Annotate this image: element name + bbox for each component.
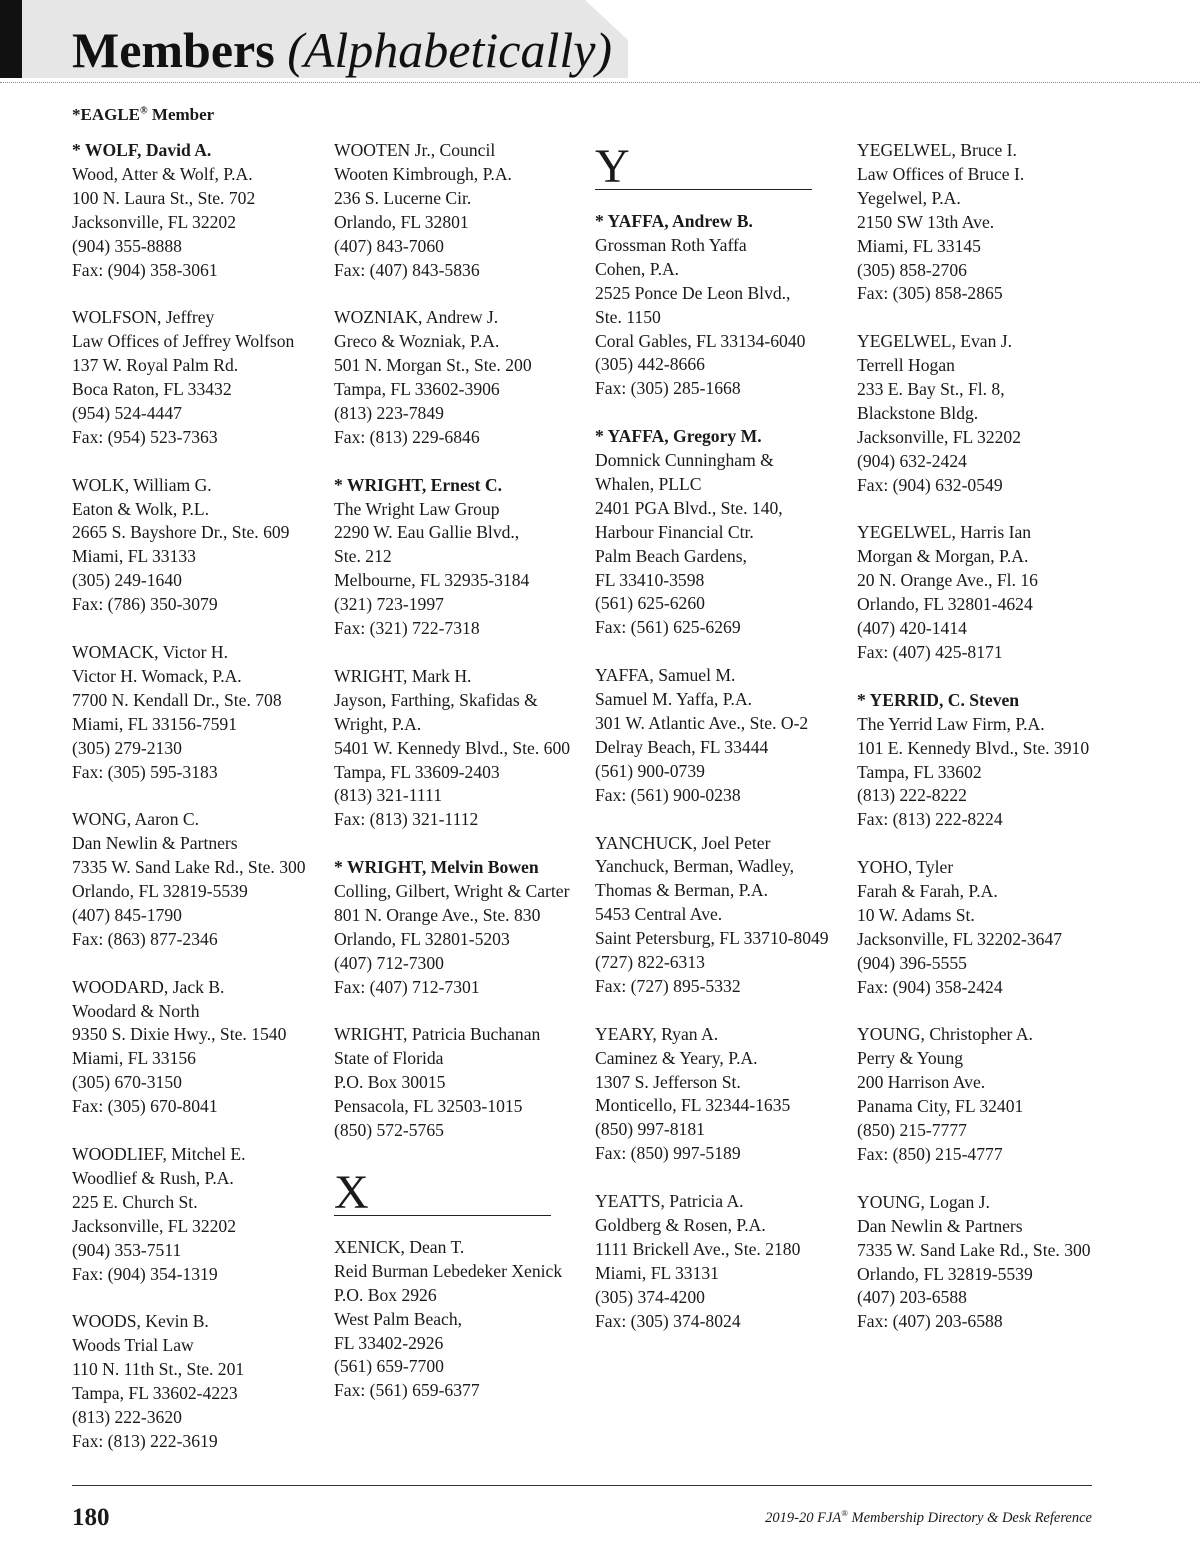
member-detail-line: (305) 670-3150 [72, 1072, 182, 1093]
member-entry [72, 474, 322, 617]
member-detail-line: Tampa, FL 33602-3906 [334, 379, 500, 400]
member-detail-line: Wood, Atter & Wolf, P.A. [72, 163, 253, 184]
publication-title [765, 1508, 1092, 1528]
member-detail-line: Fax: (904) 358-3061 [72, 259, 218, 280]
header-accent-bar [0, 0, 22, 78]
member-name: WRIGHT, Mark H. [334, 665, 472, 686]
member-detail-line: Ste. 212 [334, 546, 392, 567]
member-entry [857, 856, 1107, 999]
member-detail-line: Pensacola, FL 32503-1015 [334, 1096, 523, 1117]
member-name: WRIGHT, Patricia Buchanan [334, 1024, 541, 1045]
member-detail-line: Fax: (407) 843-5836 [334, 259, 480, 280]
member-detail-line: Orlando, FL 32801 [334, 211, 469, 232]
member-detail-line: (321) 723-1997 [334, 594, 444, 615]
member-entry [334, 139, 579, 282]
member-detail-line: Woods Trial Law [72, 1335, 194, 1356]
member-detail-line: (407) 203-6588 [857, 1287, 967, 1308]
member-detail-line: Jacksonville, FL 32202-3647 [857, 928, 1063, 949]
member-detail-line: P.O. Box 30015 [334, 1072, 446, 1093]
member-detail-line: 225 E. Church St. [72, 1191, 198, 1212]
eagle-legend [72, 104, 214, 126]
member-detail-line: Jayson, Farthing, Skafidas & [334, 689, 538, 710]
member-detail-line: Farah & Farah, P.A. [857, 881, 998, 902]
member-detail-line: Law Offices of Bruce I. [857, 163, 1025, 184]
member-detail-line: State of Florida [334, 1048, 444, 1069]
directory-column-1 [72, 139, 322, 1478]
member-detail-line: Fax: (904) 632-0549 [857, 474, 1003, 495]
member-name: YEARY, Ryan A. [595, 1023, 719, 1044]
member-detail-line: Thomas & Berman, P.A. [595, 880, 768, 901]
member-entry [595, 210, 840, 401]
member-detail-line: Panama City, FL 32401 [857, 1096, 1024, 1117]
member-entry [72, 139, 322, 282]
member-detail-line: 2150 SW 13th Ave. [857, 211, 995, 232]
member-entry [857, 1023, 1107, 1166]
member-detail-line: Grossman Roth Yaffa [595, 234, 747, 255]
member-detail-line: (305) 249-1640 [72, 570, 182, 591]
member-detail-line: Fax: (321) 722-7318 [334, 618, 480, 639]
member-detail-line: 2290 W. Eau Gallie Blvd., [334, 522, 520, 543]
member-name: WOODARD, Jack B. [72, 976, 225, 997]
member-detail-line: Victor H. Womack, P.A. [72, 665, 242, 686]
member-detail-line: Melbourne, FL 32935-3184 [334, 570, 530, 591]
member-detail-line: Yegelwel, P.A. [857, 187, 961, 208]
member-detail-line: Delray Beach, FL 33444 [595, 736, 769, 757]
member-detail-line: 5401 W. Kennedy Blvd., Ste. 600 [334, 737, 571, 758]
member-name: * WOLF, David A. [72, 140, 212, 160]
member-detail-line: Samuel M. Yaffa, P.A. [595, 689, 753, 710]
member-name: WOZNIAK, Andrew J. [334, 307, 499, 328]
page-title [72, 20, 612, 80]
member-detail-line: Miami, FL 33156-7591 [72, 713, 238, 734]
member-detail-line: Caminez & Yeary, P.A. [595, 1047, 758, 1068]
footer-divider [72, 1485, 1092, 1486]
member-detail-line: FL 33402-2926 [334, 1332, 444, 1353]
member-detail-line: 100 N. Laura St., Ste. 702 [72, 187, 256, 208]
member-detail-line: Fax: (954) 523-7363 [72, 426, 218, 447]
member-detail-line: 1111 Brickell Ave., Ste. 2180 [595, 1238, 801, 1259]
member-detail-line: 7700 N. Kendall Dr., Ste. 708 [72, 689, 282, 710]
member-detail-line: (850) 572-5765 [334, 1120, 444, 1141]
member-name: * YAFFA, Andrew B. [595, 211, 753, 231]
member-detail-line: FL 33410-3598 [595, 569, 705, 590]
member-name: YANCHUCK, Joel Peter [595, 832, 771, 853]
member-entry [72, 1143, 322, 1286]
member-entry [595, 1023, 840, 1166]
member-entry [334, 856, 579, 999]
member-name: YOHO, Tyler [857, 857, 954, 878]
member-detail-line: 501 N. Morgan St., Ste. 200 [334, 355, 532, 376]
member-detail-line: 2665 S. Bayshore Dr., Ste. 609 [72, 522, 290, 543]
member-detail-line: 7335 W. Sand Lake Rd., Ste. 300 [72, 857, 306, 878]
member-detail-line: Jacksonville, FL 32202 [72, 1215, 237, 1236]
member-detail-line: (305) 374-4200 [595, 1286, 705, 1307]
member-detail-line: 137 W. Royal Palm Rd. [72, 355, 239, 376]
publication-title-suffix: Membership Directory & Desk Reference [847, 1510, 1092, 1526]
member-entry [857, 1191, 1107, 1334]
member-detail-line: Fax: (813) 229-6846 [334, 426, 480, 447]
member-detail-line: 7335 W. Sand Lake Rd., Ste. 300 [857, 1239, 1091, 1260]
member-name: WOODS, Kevin B. [72, 1311, 209, 1332]
member-detail-line: (850) 997-8181 [595, 1119, 705, 1140]
member-detail-line: Fax: (904) 358-2424 [857, 976, 1003, 997]
member-detail-line: 801 N. Orange Ave., Ste. 830 [334, 904, 541, 925]
member-detail-line: Eaton & Wolk, P.L. [72, 498, 210, 519]
page-number: 180 [72, 1504, 110, 1531]
member-detail-line: Orlando, FL 32801-5203 [334, 928, 510, 949]
eagle-legend-suffix: Member [147, 105, 215, 124]
member-entry [857, 330, 1107, 497]
member-name: WOOTEN Jr., Council [334, 140, 496, 160]
member-name: * YAFFA, Gregory M. [595, 426, 762, 447]
member-detail-line: Woodard & North [72, 1000, 200, 1021]
member-entry [595, 832, 840, 999]
member-detail-line: (727) 822-6313 [595, 952, 705, 973]
member-detail-line: (850) 215-7777 [857, 1120, 967, 1141]
section-letter-x: X [334, 1167, 551, 1216]
member-name: YEGELWEL, Evan J. [857, 331, 1013, 352]
member-detail-line: Jacksonville, FL 32202 [857, 426, 1022, 447]
member-detail-line: (813) 222-3620 [72, 1406, 182, 1427]
member-entry [857, 689, 1107, 832]
member-name: YEATTS, Patricia A. [595, 1191, 744, 1212]
publication-title-prefix: 2019-20 FJA [765, 1510, 842, 1526]
member-detail-line: Domnick Cunningham & [595, 450, 774, 471]
member-detail-line: Fax: (305) 670-8041 [72, 1096, 218, 1117]
member-detail-line: Whalen, PLLC [595, 473, 702, 494]
member-detail-line: Fax: (786) 350-3079 [72, 594, 218, 615]
member-name: WOLFSON, Jeffrey [72, 307, 215, 328]
member-detail-line: Cohen, P.A. [595, 258, 680, 279]
member-detail-line: Miami, FL 33156 [72, 1048, 196, 1069]
member-detail-line: (904) 355-8888 [72, 235, 182, 256]
member-detail-line: (305) 442-8666 [595, 354, 705, 375]
member-detail-line: Law Offices of Jeffrey Wolfson [72, 331, 295, 352]
member-detail-line: Reid Burman Lebedeker Xenick [334, 1260, 563, 1281]
member-entry [72, 976, 322, 1119]
member-detail-line: Fax: (561) 625-6269 [595, 617, 741, 638]
member-detail-line: (407) 712-7300 [334, 952, 444, 973]
member-detail-line: Wright, P.A. [334, 713, 422, 734]
member-detail-line: 236 S. Lucerne Cir. [334, 187, 472, 208]
member-detail-line: Miami, FL 33133 [72, 546, 196, 567]
member-entry [595, 425, 840, 640]
member-detail-line: (407) 843-7060 [334, 235, 444, 256]
member-detail-line: 110 N. 11th St., Ste. 201 [72, 1359, 245, 1380]
member-detail-line: Orlando, FL 32819-5539 [72, 881, 248, 902]
member-detail-line: 1307 S. Jefferson St. [595, 1071, 741, 1092]
page-title-subtitle: (Alphabetically) [287, 22, 613, 78]
member-detail-line: Saint Petersburg, FL 33710-8049 [595, 928, 829, 949]
member-detail-line: Fax: (407) 203-6588 [857, 1311, 1003, 1332]
member-detail-line: Goldberg & Rosen, P.A. [595, 1214, 766, 1235]
member-name: WONG, Aaron C. [72, 809, 200, 830]
member-detail-line: Tampa, FL 33602-4223 [72, 1383, 238, 1404]
member-name: * WRIGHT, Melvin Bowen [334, 857, 539, 878]
member-detail-line: 9350 S. Dixie Hwy., Ste. 1540 [72, 1024, 287, 1045]
member-entry [334, 1023, 579, 1143]
member-detail-line: Orlando, FL 32801-4624 [857, 594, 1033, 615]
member-entry [72, 306, 322, 449]
section-letter-y: Y [595, 141, 812, 190]
member-name: * WRIGHT, Ernest C. [334, 474, 502, 495]
member-detail-line: Fax: (305) 595-3183 [72, 761, 218, 782]
member-detail-line: Fax: (863) 877-2346 [72, 928, 218, 949]
directory-column-2 [334, 139, 579, 1427]
member-detail-line: Fax: (850) 215-4777 [857, 1143, 1003, 1164]
member-detail-line: Fax: (904) 354-1319 [72, 1263, 218, 1284]
member-detail-line: (305) 858-2706 [857, 259, 967, 280]
member-detail-line: Colling, Gilbert, Wright & Carter [334, 881, 570, 902]
member-detail-line: Yanchuck, Berman, Wadley, [595, 856, 795, 877]
member-entry [72, 1310, 322, 1453]
member-detail-line: Tampa, FL 33609-2403 [334, 761, 500, 782]
member-name: * YERRID, C. Steven [857, 689, 1020, 710]
member-entry [857, 139, 1107, 306]
member-detail-line: (407) 845-1790 [72, 904, 182, 925]
member-detail-line: (561) 625-6260 [595, 593, 705, 614]
member-detail-line: (813) 222-8222 [857, 785, 967, 806]
member-name: YEGELWEL, Harris Ian [857, 522, 1032, 543]
member-detail-line: Coral Gables, FL 33134-6040 [595, 330, 806, 351]
member-name: XENICK, Dean T. [334, 1236, 465, 1257]
member-detail-line: (904) 353-7511 [72, 1239, 182, 1260]
directory-column-3 [595, 139, 840, 1357]
header-divider [0, 82, 1200, 83]
eagle-legend-mark: ® [140, 105, 148, 117]
member-detail-line: (561) 659-7700 [334, 1356, 444, 1377]
member-detail-line: (813) 321-1111 [334, 785, 442, 806]
member-detail-line: Morgan & Morgan, P.A. [857, 546, 1029, 567]
member-detail-line: Fax: (727) 895-5332 [595, 975, 741, 996]
member-detail-line: (407) 420-1414 [857, 618, 967, 639]
member-detail-line: Wooten Kimbrough, P.A. [334, 163, 512, 184]
member-entry [595, 1190, 840, 1333]
member-name: WOMACK, Victor H. [72, 641, 228, 662]
member-detail-line: Ste. 1150 [595, 306, 661, 327]
member-detail-line: Boca Raton, FL 33432 [72, 379, 232, 400]
member-entry [334, 1236, 579, 1403]
member-detail-line: Fax: (813) 222-8224 [857, 809, 1003, 830]
member-name: YOUNG, Logan J. [857, 1191, 990, 1212]
member-detail-line: Terrell Hogan [857, 355, 955, 376]
member-name: YAFFA, Samuel M. [595, 665, 736, 686]
member-detail-line: 200 Harrison Ave. [857, 1072, 986, 1093]
member-detail-line: Fax: (305) 374-8024 [595, 1310, 741, 1331]
member-detail-line: Dan Newlin & Partners [72, 833, 238, 854]
member-detail-line: 10 W. Adams St. [857, 904, 975, 925]
member-detail-line: Fax: (813) 321-1112 [334, 809, 479, 830]
member-detail-line: Blackstone Bldg. [857, 402, 979, 423]
member-detail-line: Orlando, FL 32819-5539 [857, 1263, 1033, 1284]
member-detail-line: Dan Newlin & Partners [857, 1215, 1023, 1236]
eagle-legend-prefix: *EAGLE [72, 105, 141, 124]
member-detail-line: 233 E. Bay St., Fl. 8, [857, 379, 1005, 400]
member-detail-line: 2401 PGA Blvd., Ste. 140, [595, 497, 783, 518]
member-entry [595, 664, 840, 807]
member-detail-line: Miami, FL 33145 [857, 235, 981, 256]
member-detail-line: 5453 Central Ave. [595, 904, 723, 925]
member-detail-line: Fax: (850) 997-5189 [595, 1143, 741, 1164]
member-detail-line: Harbour Financial Ctr. [595, 521, 754, 542]
member-detail-line: (561) 900-0739 [595, 760, 705, 781]
member-entry [72, 641, 322, 784]
member-detail-line: Jacksonville, FL 32202 [72, 211, 237, 232]
member-detail-line: The Wright Law Group [334, 498, 500, 519]
member-detail-line: (305) 279-2130 [72, 737, 182, 758]
member-detail-line: Palm Beach Gardens, [595, 545, 747, 566]
page-title-main: Members [72, 22, 275, 78]
member-detail-line: (904) 632-2424 [857, 450, 967, 471]
member-name: WOLK, William G. [72, 474, 212, 495]
member-detail-line: Greco & Wozniak, P.A. [334, 331, 500, 352]
member-detail-line: Fax: (305) 285-1668 [595, 378, 741, 399]
member-detail-line: (813) 223-7849 [334, 402, 444, 423]
member-detail-line: Fax: (813) 222-3619 [72, 1430, 218, 1451]
member-name: WOODLIEF, Mitchel E. [72, 1143, 246, 1164]
member-entry [72, 808, 322, 951]
member-name: YOUNG, Christopher A. [857, 1024, 1033, 1045]
member-detail-line: West Palm Beach, [334, 1308, 463, 1329]
member-entry [334, 306, 579, 449]
member-detail-line: Fax: (561) 900-0238 [595, 784, 741, 805]
member-detail-line: Perry & Young [857, 1048, 964, 1069]
member-entry [857, 521, 1107, 664]
member-detail-line: Fax: (407) 425-8171 [857, 642, 1003, 662]
member-detail-line: Miami, FL 33131 [595, 1262, 719, 1283]
member-detail-line: Tampa, FL 33602 [857, 761, 982, 782]
member-entry [334, 665, 579, 832]
publication-title-mark: ® [841, 1508, 848, 1519]
member-detail-line: 20 N. Orange Ave., Fl. 16 [857, 570, 1038, 591]
member-detail-line: Fax: (561) 659-6377 [334, 1380, 480, 1401]
member-detail-line: (954) 524-4447 [72, 402, 182, 423]
member-detail-line: 101 E. Kennedy Blvd., Ste. 3910 [857, 737, 1090, 758]
member-detail-line: The Yerrid Law Firm, P.A. [857, 713, 1045, 734]
member-detail-line: 2525 Ponce De Leon Blvd., [595, 282, 791, 303]
member-detail-line: Monticello, FL 32344-1635 [595, 1095, 791, 1116]
member-detail-line: P.O. Box 2926 [334, 1284, 437, 1305]
member-detail-line: Fax: (305) 858-2865 [857, 283, 1003, 304]
member-detail-line: Fax: (407) 712-7301 [334, 976, 480, 997]
directory-column-4 [857, 139, 1107, 1358]
member-entry [334, 474, 579, 641]
member-detail-line: Woodlief & Rush, P.A. [72, 1167, 234, 1188]
member-name: YEGELWEL, Bruce I. [857, 140, 1017, 160]
member-detail-line: 301 W. Atlantic Ave., Ste. O-2 [595, 713, 809, 733]
member-detail-line: (904) 396-5555 [857, 952, 967, 973]
